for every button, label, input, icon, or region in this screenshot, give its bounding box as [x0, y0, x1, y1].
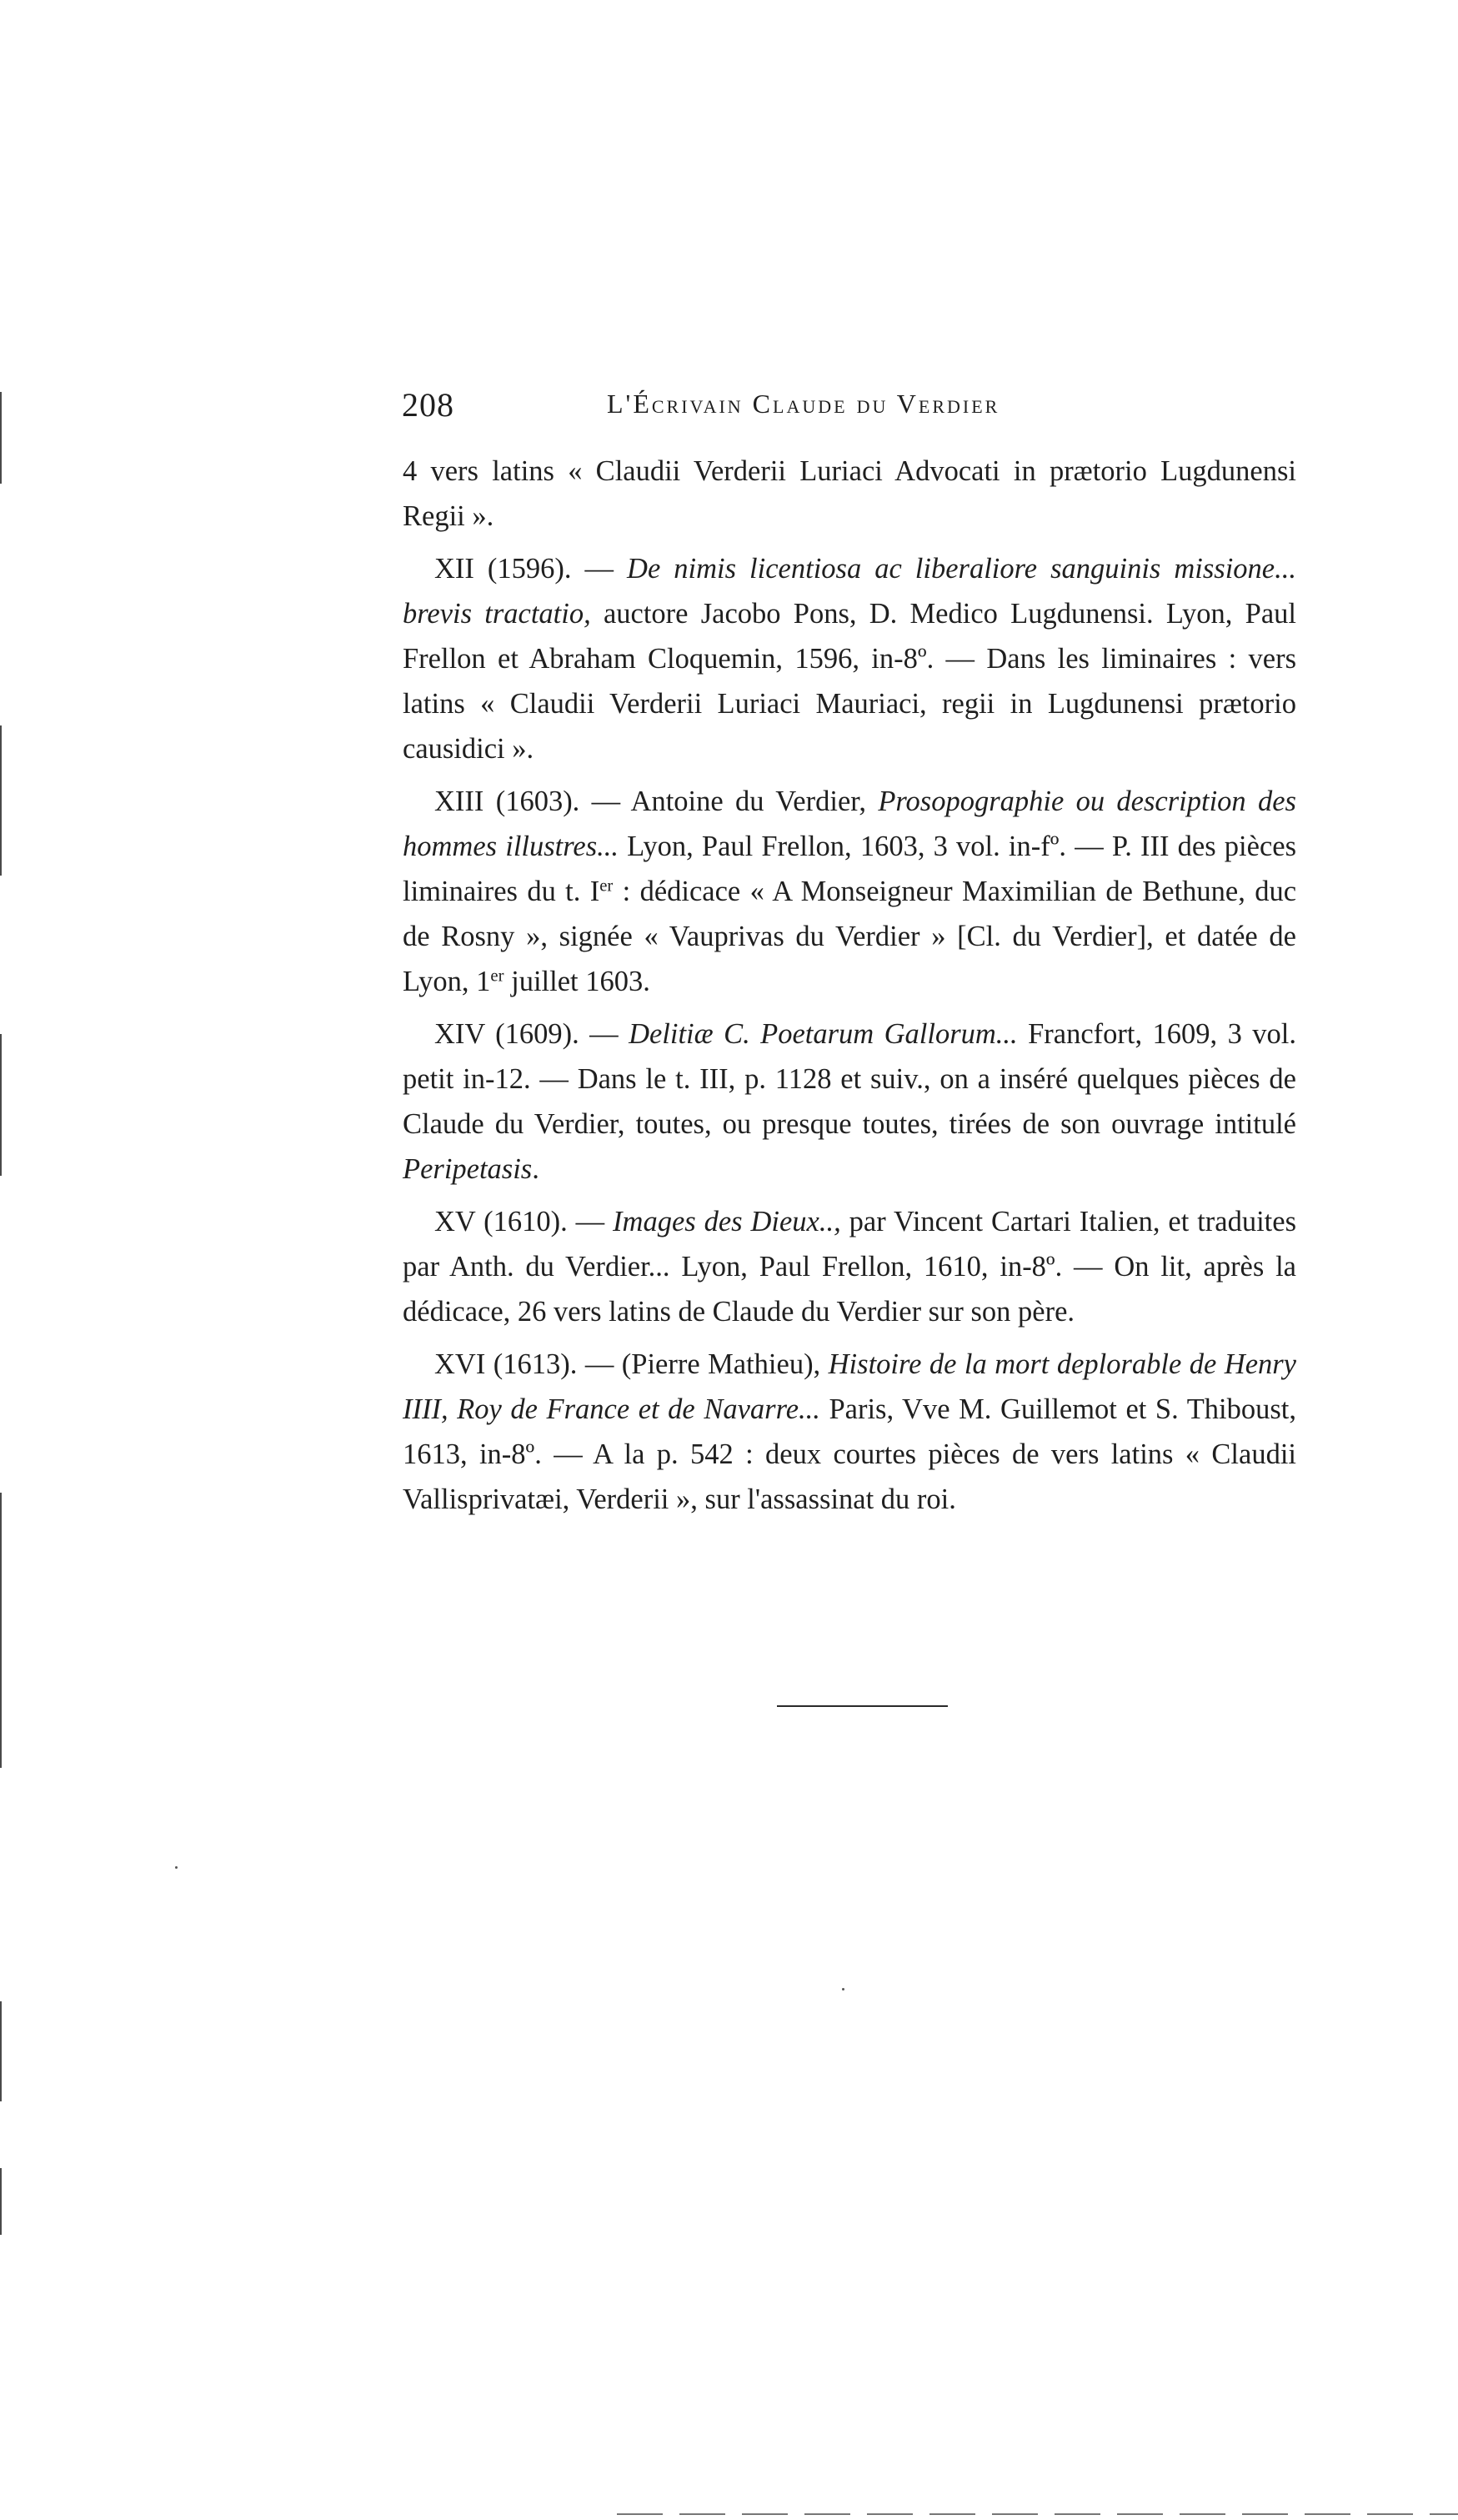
scan-margin-mark — [0, 392, 2, 484]
continuation-text: 4 vers latins « Claudii Verderii Luriaci Advocati in prætorio Lugdunensi Regii ». — [403, 455, 1296, 532]
entry-title-secondary: Peripetasis — [403, 1153, 533, 1185]
entry-xiii — [403, 779, 1296, 1004]
entry-title: Prosopographie ou description des hommes illustres... — [403, 786, 1296, 862]
entry-number: XIII (1603). — — [434, 786, 631, 817]
entry-xv — [403, 1199, 1296, 1334]
scan-speck — [842, 1988, 844, 1990]
entry-number: XVI (1613). — — [434, 1348, 622, 1380]
entry-title: De nimis licentiosa ac liberaliore sanguinis missione... brevis tractatio, — [403, 553, 1296, 630]
entry-title: Images des Dieux.., — [613, 1206, 841, 1237]
entry-number: XIV (1609). — — [434, 1018, 629, 1050]
scan-margin-mark — [0, 1493, 2, 1768]
page-header — [402, 385, 1302, 435]
entry-author: (Pierre Mathieu), — [621, 1348, 829, 1380]
running-title: L'Écrivain Claude du Verdier — [607, 389, 1000, 419]
entry-text: Paris, Vve M. Guillemot et S. Thiboust, 1613, in-8º. — A la p. 542 : deux courtes pièces de vers latins « Claudii Vallisprivatæi, Verderii », sur l'assassinat du roi. — [403, 1393, 1296, 1515]
entry-number: XII (1596). — — [434, 553, 628, 585]
scan-speck — [175, 1866, 178, 1869]
entry-text: par Vincent Cartari Italien, et traduites par Anth. du Verdier... Lyon, Paul Frellon, 1610, in-8º. — On lit, après la dédicace, 26 vers latins de Claude du Verdier sur son père. — [403, 1206, 1296, 1328]
entry-number: XV (1610). — — [434, 1206, 614, 1237]
bibliography-text — [403, 449, 1296, 1529]
entry-text: : dédicace « A Monseigneur Maximilian de Bethune, duc de Rosny », signée « Vauprivas du Verdier » [Cl. du Verdier], et datée de Lyon, 1 — [403, 876, 1297, 997]
scan-bottom-edge — [617, 2513, 1458, 2515]
superscript: er — [490, 966, 504, 986]
entry-xvi — [403, 1342, 1296, 1522]
entry-xii — [403, 546, 1296, 771]
scan-margin-mark — [0, 2001, 2, 2101]
scan-margin-mark — [0, 725, 2, 876]
entry-title: Delitiæ C. Poetarum Gallorum... — [629, 1018, 1018, 1050]
entry-text: Francfort, 1609, 3 vol. petit in-12. — Dans le t. III, p. 1128 et suiv., on a inséré quelques pièces de Claude du Verdier, toutes, ou presque toutes, tirées de son ouvrage intitulé — [403, 1018, 1296, 1140]
entry-author: Antoine du Verdier, — [630, 786, 879, 817]
entry-title: Histoire de la mort deplorable de Henry IIII, Roy de France et de Navarre... — [403, 1348, 1296, 1425]
end-rule-divider — [777, 1705, 948, 1707]
entry-text: auctore Jacobo Pons, D. Medico Lugdunensi. Lyon, Paul Frellon et Abraham Cloquemin, 1596, in-8º. — Dans les liminaires : vers latins « Claudii Verderii Luriaci Mauriaci, regii in Lugdunensi prætorio causidici ». — [403, 598, 1296, 765]
entry-xiv — [403, 1012, 1296, 1192]
entry-text: Lyon, Paul Frellon, 1603, 3 vol. in-fº. — P. III des pièces liminaires du t. I — [403, 831, 1296, 907]
page-number: 208 — [402, 386, 454, 424]
scan-margin-mark — [0, 1034, 2, 1176]
scan-margin-mark — [0, 2168, 2, 2235]
superscript: er — [599, 876, 614, 896]
paragraph-continuation — [403, 449, 1296, 539]
entry-text: juillet 1603. — [504, 966, 650, 997]
entry-text: . — [532, 1153, 539, 1185]
